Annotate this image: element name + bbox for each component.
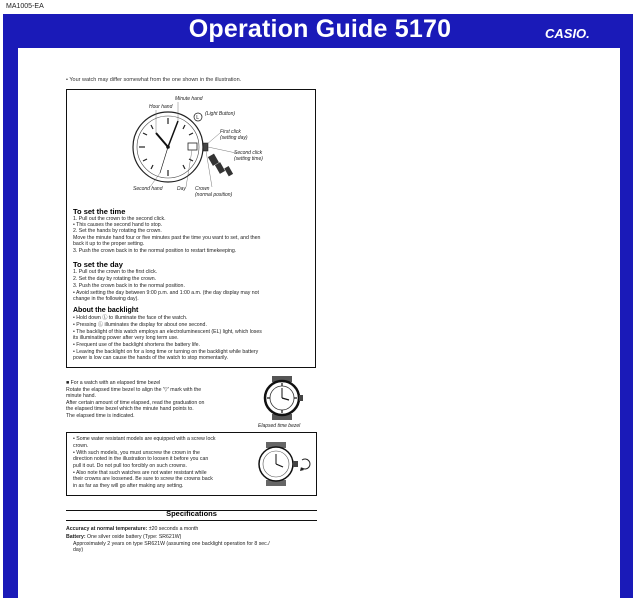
hour-hand xyxy=(156,133,168,147)
bezel-line: ■ For a watch with an elapsed time bezel xyxy=(66,380,161,386)
backlight-line: • Hold down Ⓛ to illuminate the face of the watch. xyxy=(73,315,188,321)
backlight-line: power is low can cause the hands of the watch to stop momentarily. xyxy=(73,355,229,361)
spec-accuracy-value: ±20 seconds a month xyxy=(147,526,199,532)
spec-accuracy-label: Accuracy at normal temperature: xyxy=(66,526,148,532)
backlight-line: • Pressing Ⓛ illuminates the display for about one second. xyxy=(73,322,207,328)
spec-battery-label: Battery: xyxy=(66,534,86,540)
set-time-line: • This causes the second hand to stop. xyxy=(73,222,163,228)
label-second-click-setting: (setting time) xyxy=(234,156,263,162)
brand-logo: CASIO. xyxy=(545,26,590,41)
screw-lock-line: crown. xyxy=(73,443,89,449)
heading-specifications: Specifications xyxy=(166,509,217,518)
screw-lock-watch-illustration xyxy=(254,440,314,490)
set-day-line: 2. Set the day by rotating the crown. xyxy=(73,276,157,282)
spec-accuracy xyxy=(66,526,198,532)
heading-set-time: To set the time xyxy=(73,207,126,216)
set-time-line: 2. Set the hands by rotating the crown. xyxy=(73,228,162,234)
screw-lock-line: in as far as they will go after making any setting. xyxy=(73,483,184,489)
crown xyxy=(203,143,208,151)
backlight-line: its illuminating power after very long term use. xyxy=(73,335,179,341)
set-day-line: change in the following day). xyxy=(73,296,139,302)
set-time-line: Move the minute hand four or five minutes past the time you want to set, and then xyxy=(73,235,261,241)
crown-position-icons xyxy=(208,154,233,177)
heading-backlight: About the backlight xyxy=(73,307,139,314)
screw-lock-line: • Also note that such watches are not water resistant while xyxy=(73,470,207,476)
set-time-line: 3. Push the crown back in to the normal position to restart timekeeping. xyxy=(73,248,237,254)
set-day-line: 1. Pull out the crown to the first click. xyxy=(73,269,158,275)
bezel-line: After certain amount of time elapsed, read the graduation on xyxy=(66,400,205,406)
screw-lock-line: pull it out. Do not pull too forcibly on such crowns. xyxy=(73,463,187,469)
set-time-line: 1. Pull out the crown to the second click. xyxy=(73,216,166,222)
backlight-line: • Frequent use of the backlight shortens the battery life. xyxy=(73,342,200,348)
page-title: Operation Guide 5170 xyxy=(188,15,452,43)
screw-lock-line: • Some water resistant models are equipped with a screw lock xyxy=(73,436,216,442)
label-first-click: First click xyxy=(220,129,241,135)
label-second-hand: Second hand xyxy=(133,186,163,192)
heading-set-day: To set the day xyxy=(73,260,123,269)
label-first-click-setting: (setting day) xyxy=(220,135,248,141)
backlight-line: • The backlight of this watch employs an electroluminescent (EL) light, which loses xyxy=(73,329,262,335)
label-second-click: Second click xyxy=(234,150,263,156)
screw-lock-line: their crowns are loosened. Be sure to screw the crowns back xyxy=(73,476,213,482)
label-light-button: (Light Button) xyxy=(205,111,236,117)
intro-note: • Your watch may differ somewhat from the one shown in the illustration. xyxy=(66,77,242,83)
bezel-line: The elapsed time is indicated. xyxy=(66,413,135,419)
spec-battery-value: One silver oxide battery (Type: SR621W) xyxy=(85,534,182,540)
day-window xyxy=(188,143,197,150)
screw-lock-line: • With such models, you must unscrew the crown in the xyxy=(73,450,200,456)
set-time-line: back it up to the proper setting. xyxy=(73,241,145,247)
screw-lock-line: direction noted in the illustration to loosen it before you can xyxy=(73,456,209,462)
spec-battery-detail-end: day) xyxy=(73,547,84,553)
bezel-line: minute hand. xyxy=(66,393,96,399)
backlight-line: • Leaving the backlight on for a long time or turning on the backlight while battery xyxy=(73,349,259,355)
spec-battery xyxy=(66,534,181,540)
label-minute-hand: Minute hand xyxy=(175,96,203,102)
set-day-line: • Avoid setting the day between 9:00 p.m. and 1:00 a.m. (the day display may not xyxy=(73,290,259,296)
label-hour-hand: Hour hand xyxy=(149,104,173,110)
svg-text:L: L xyxy=(196,115,200,121)
label-elapsed-bezel: Elapsed time bezel xyxy=(258,423,301,429)
minute-hand xyxy=(168,121,178,147)
bezel-watch-illustration xyxy=(258,376,306,422)
label-crown-position: (normal position) xyxy=(195,192,233,198)
bezel-line: Rotate the elapsed time bezel to align the '▽' mark with the xyxy=(66,387,202,393)
second-hand xyxy=(160,147,168,173)
spec-rule-bottom xyxy=(66,520,317,521)
set-day-line: 3. Push the crown back in to the normal position. xyxy=(73,283,185,289)
spec-battery-detail: Approximately 2 years on type SR621W (assuming one backlight operation for 8 sec./ xyxy=(73,541,270,547)
label-crown: Crown xyxy=(195,186,210,192)
label-day: Day xyxy=(177,186,186,192)
document-code: MA1005-EA xyxy=(6,3,44,10)
bezel-line: the elapsed time bezel which the minute hand points to. xyxy=(66,406,194,412)
hour-markers xyxy=(139,118,193,176)
